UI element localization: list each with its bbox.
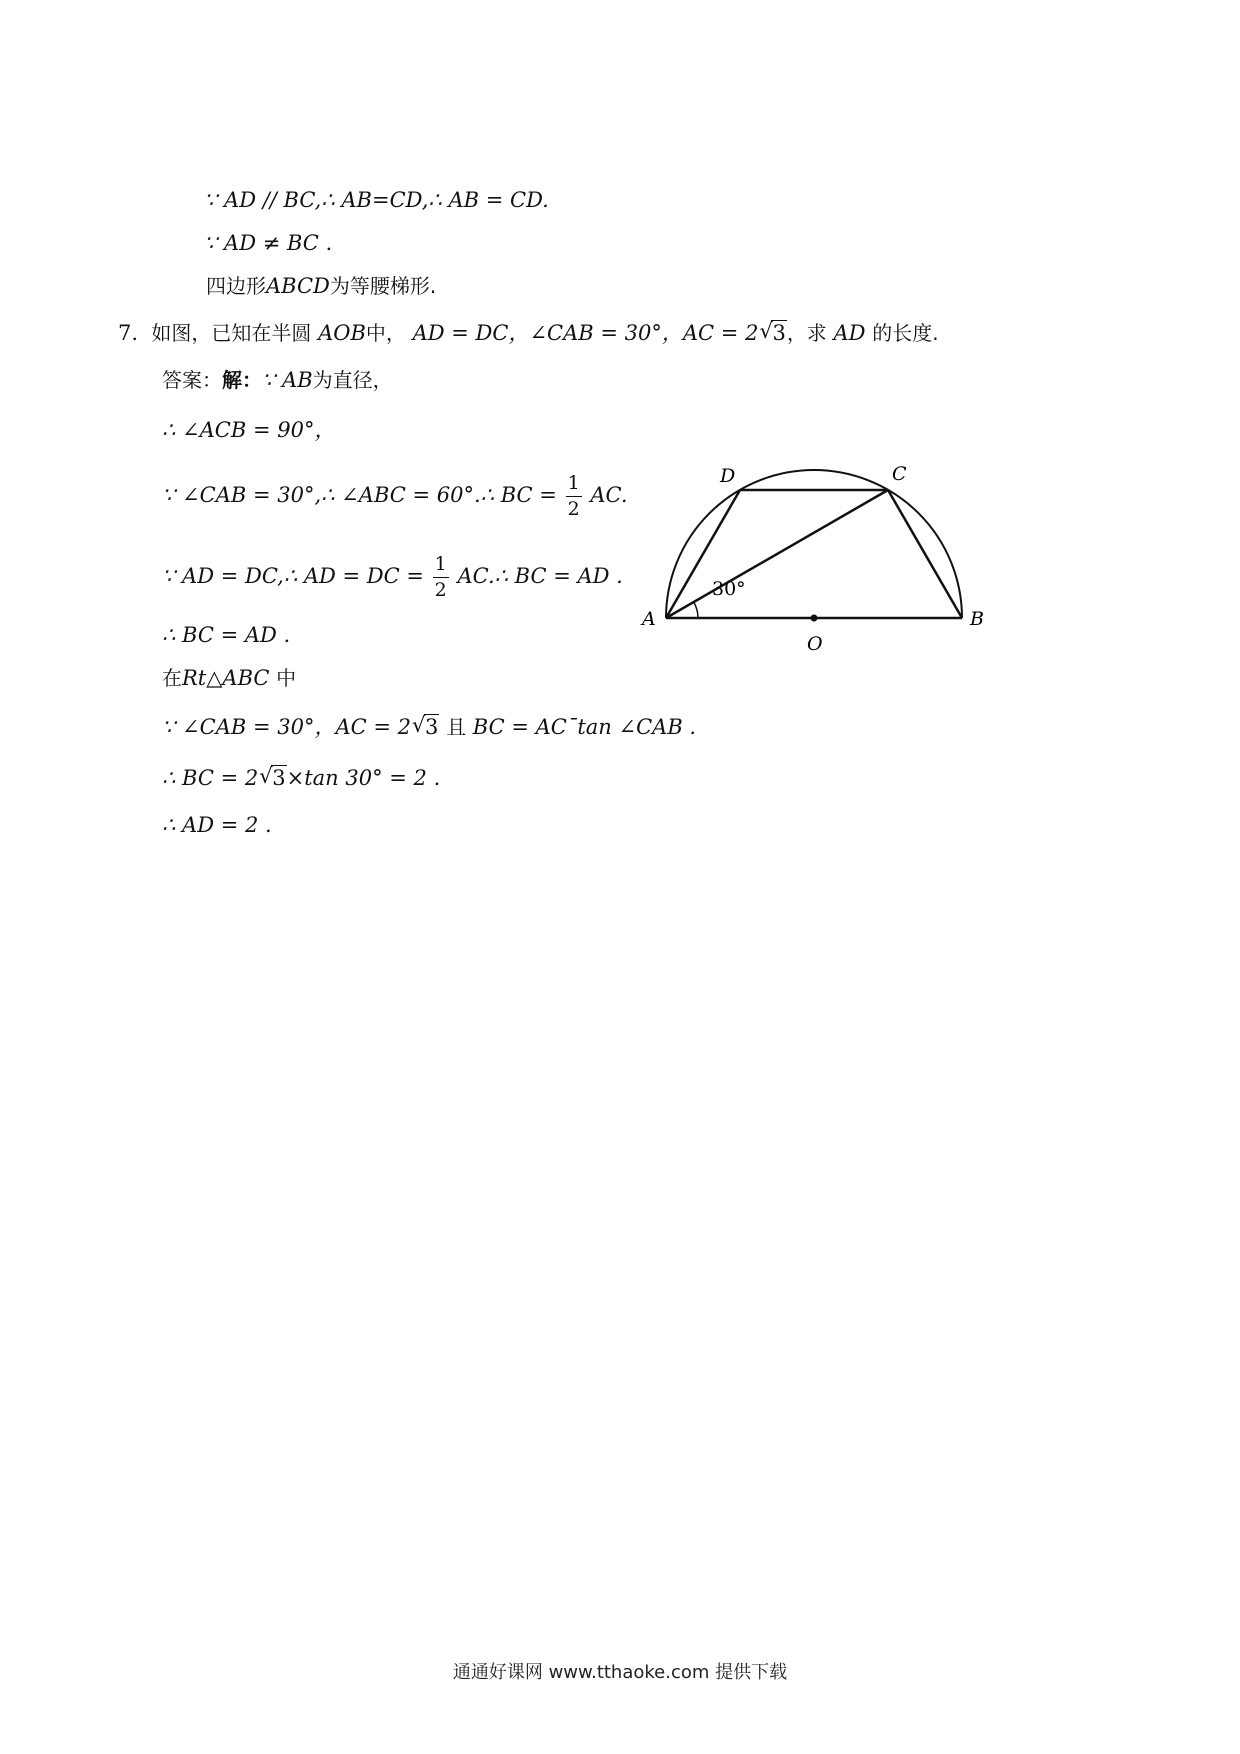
step-6 bbox=[162, 712, 696, 742]
answer-header bbox=[162, 365, 393, 395]
step-4-text: ∴ BC = AD . bbox=[162, 623, 291, 647]
line-not-equal-text: ∵ AD ≠ BC . bbox=[204, 231, 333, 255]
fraction-half bbox=[433, 555, 449, 600]
step-6-text-a: ∵ ∠CAB = 30°，AC = 2 bbox=[162, 715, 412, 739]
question-math-b: AOB bbox=[318, 321, 366, 345]
segment-cb bbox=[888, 490, 962, 618]
step-5-math: Rt△ABC bbox=[182, 666, 270, 690]
step-7-text-a: ∴ BC = 2 bbox=[162, 766, 259, 790]
step-1-text: ∴ ∠ACB = 90°， bbox=[162, 418, 336, 442]
question-text-g: 的长度. bbox=[872, 321, 939, 345]
step-5 bbox=[162, 663, 296, 693]
label-o: O bbox=[807, 633, 823, 655]
answer-text: 为直径， bbox=[312, 368, 393, 392]
angle-arc bbox=[694, 602, 698, 618]
label-b: B bbox=[970, 608, 984, 630]
label-d: D bbox=[720, 465, 736, 487]
question-math-d: AD = DC，∠CAB = 30°，AC = 2 bbox=[412, 321, 759, 345]
angle-label: 30° bbox=[712, 578, 746, 600]
question-math-f: AD bbox=[833, 321, 866, 345]
center-point bbox=[811, 615, 818, 622]
line-parallel-text: ∵ AD // BC,∴ AB=CD,∴ AB = CD. bbox=[204, 188, 549, 212]
conclusion-prefix: 四边形 bbox=[206, 274, 266, 298]
label-c: C bbox=[892, 463, 907, 485]
step-4 bbox=[162, 620, 290, 650]
fraction-numerator: 1 bbox=[566, 474, 582, 497]
step-3 bbox=[162, 555, 623, 600]
sqrt-symbol bbox=[759, 318, 786, 348]
question-text-a: 如图，已知在半圆 bbox=[151, 321, 312, 345]
step-5-text-a: 在 bbox=[162, 666, 182, 690]
step-2 bbox=[162, 474, 628, 519]
answer-solution-label: 解： bbox=[222, 368, 262, 392]
step-2-text-a: ∵ ∠CAB = 30°,∴ ∠ABC = 60°.∴ BC = bbox=[162, 483, 557, 507]
line-parallel bbox=[204, 185, 549, 215]
step-3-text-b: AC.∴ BC = AD . bbox=[457, 564, 623, 588]
question-text-c: 中， bbox=[365, 321, 406, 345]
question-7 bbox=[118, 318, 939, 348]
step-7 bbox=[162, 763, 440, 793]
step-6-text-b: 且 bbox=[446, 715, 467, 739]
step-6-text-c: BC = AC¯tan ∠CAB . bbox=[472, 715, 697, 739]
step-7-text-b: ×tan 30° = 2 . bbox=[286, 766, 441, 790]
step-3-text-a: ∵ AD = DC,∴ AD = DC = bbox=[162, 564, 424, 588]
conclusion-suffix: 为等腰梯形. bbox=[329, 274, 437, 298]
line-conclusion bbox=[206, 271, 436, 301]
answer-label: 答案： bbox=[162, 368, 222, 392]
step-8 bbox=[162, 810, 272, 840]
conclusion-math: ABCD bbox=[266, 274, 330, 298]
semicircle-arc bbox=[666, 470, 962, 618]
fraction-denominator: 2 bbox=[567, 498, 580, 520]
fraction-denominator: 2 bbox=[434, 579, 447, 601]
question-number: 7. bbox=[118, 321, 139, 345]
page-footer: 通通好课网 www.tthaoke.com 提供下载 bbox=[452, 1662, 788, 1683]
step-5-text-c: 中 bbox=[276, 666, 297, 690]
segment-ac bbox=[666, 490, 888, 618]
step-2-text-b: AC. bbox=[590, 483, 628, 507]
step-8-text: ∴ AD = 2 . bbox=[162, 813, 272, 837]
line-not-equal bbox=[204, 228, 332, 258]
sqrt-symbol bbox=[412, 712, 439, 742]
fraction-numerator: 1 bbox=[433, 555, 449, 578]
sqrt-value: 3 bbox=[772, 321, 786, 345]
sqrt-value: 3 bbox=[272, 766, 286, 790]
step-1 bbox=[162, 415, 335, 445]
answer-math: ∵ AB bbox=[262, 368, 313, 392]
sqrt-value: 3 bbox=[425, 715, 439, 739]
question-text-e: ，求 bbox=[786, 321, 827, 345]
semicircle-figure bbox=[620, 440, 1000, 670]
sqrt-symbol bbox=[259, 763, 286, 793]
label-a: A bbox=[642, 608, 656, 630]
fraction-half bbox=[566, 474, 582, 519]
